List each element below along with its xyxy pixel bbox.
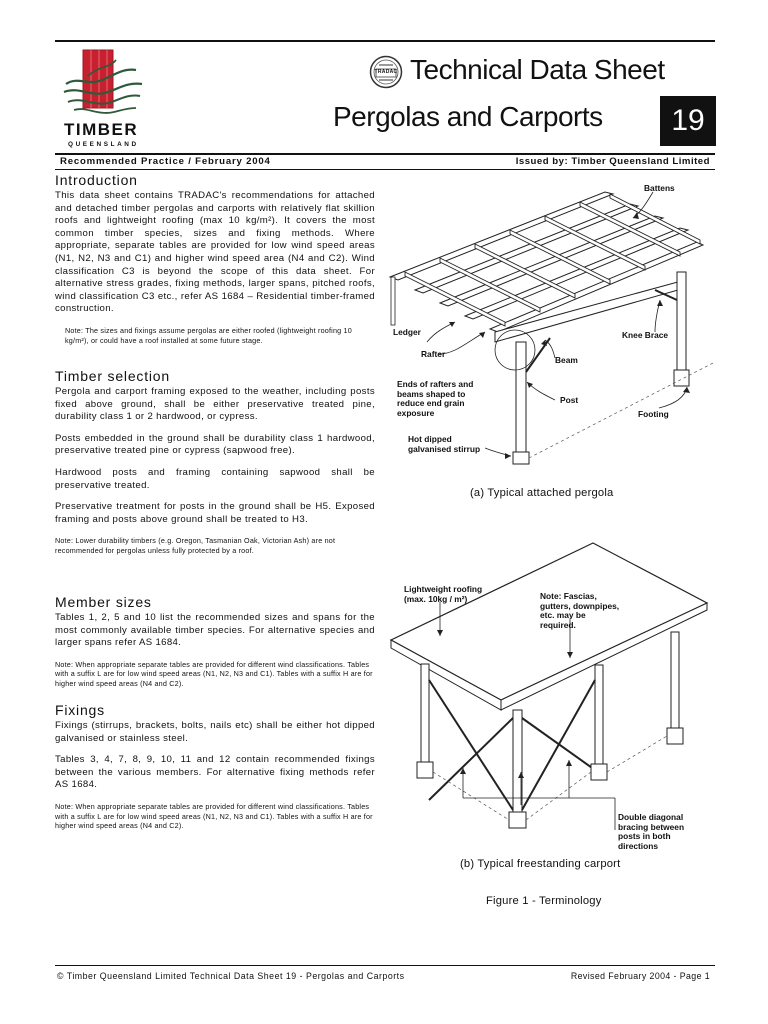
intro-heading: Introduction bbox=[55, 172, 138, 188]
fixings-p1: Fixings (stirrups, brackets, bolts, nails etc) shall be either hot dipped galvanised or stainless steel. bbox=[55, 720, 375, 744]
logo-sub: QUEENSLAND bbox=[68, 141, 139, 148]
figure-title: Figure 1 - Terminology bbox=[486, 895, 602, 907]
badge-text: TRADAC bbox=[374, 69, 398, 75]
label-ledger: Ledger bbox=[393, 327, 421, 337]
fixings-note: Note: When appropriate separate tables are provided for different wind classifications. Tables with a suffix L are for low wind speed areas (N1, N2, N3 and C1). Tables with a suffix H are for higher wind speed areas (N4 and C2). bbox=[55, 801, 373, 831]
label-knee-brace: Knee Brace bbox=[622, 330, 669, 340]
sheet-number-box bbox=[660, 96, 716, 146]
timber-p4: Preservative treatment for posts in the ground shall be H5. Exposed framing and posts above ground shall be treated to H3. bbox=[55, 501, 375, 525]
caption-b: (b) Typical freestanding carport bbox=[460, 858, 621, 870]
subheader-rule bbox=[55, 169, 715, 170]
footer-left: © Timber Queensland Limited Technical Data Sheet 19 - Pergolas and Carports bbox=[57, 971, 405, 981]
fixings-section bbox=[55, 702, 375, 831]
timber-queensland-logo bbox=[58, 46, 148, 154]
page-subtitle: Pergolas and Carports bbox=[333, 101, 603, 132]
intro-note: Note: The sizes and fixings assume pergolas are either roofed (lightweight roofing 10 kg/m²), or could have a roof installed at some future stage. bbox=[65, 325, 352, 345]
logo-word: TIMBER bbox=[64, 120, 139, 139]
recommended-practice: Recommended Practice / February 2004 bbox=[60, 156, 271, 167]
fixings-heading: Fixings bbox=[55, 702, 105, 718]
label-note: Note: Fascias, gutters, downpipes, etc. may be required. bbox=[540, 591, 620, 630]
intro-section bbox=[55, 172, 375, 345]
caption-a: (a) Typical attached pergola bbox=[470, 487, 614, 499]
timber-p1: Pergola and carport framing exposed to the weather, including posts fixed above ground, shall be either preservative treated pine, durability class 1 or 2 hardwood, or cypress. bbox=[55, 386, 375, 423]
timber-heading: Timber selection bbox=[55, 368, 170, 384]
label-ends: Ends of rafters and beams shaped to reduce end grain exposure bbox=[397, 379, 474, 418]
attached-pergola-figure bbox=[385, 172, 715, 472]
label-stirrup: Hot dipped galvanised stirrup bbox=[408, 434, 481, 454]
members-section bbox=[55, 594, 375, 689]
label-bracing: Double diagonal bracing between posts in both directions bbox=[618, 812, 685, 851]
timber-p3: Hardwood posts and framing containing sapwood shall be preservative treated. bbox=[55, 466, 375, 491]
label-battens: Battens bbox=[644, 183, 675, 193]
members-heading: Member sizes bbox=[55, 594, 152, 610]
label-beam: Beam bbox=[555, 355, 578, 365]
issued-by: Issued by: Timber Queensland Limited bbox=[515, 156, 710, 167]
top-rule bbox=[55, 40, 715, 42]
members-note: Note: When appropriate separate tables are provided for different wind classifications. Tables with a suffix L are for low wind speed areas (N1, N2, N3 and C1). Tables with a suffix H are for higher wind speed areas (N4 and C2). bbox=[55, 659, 373, 688]
label-rafter: Rafter bbox=[421, 349, 446, 359]
label-footing: Footing bbox=[638, 409, 669, 419]
page-title: Technical Data Sheet bbox=[410, 54, 665, 85]
tradac-badge bbox=[369, 55, 403, 89]
timber-section bbox=[55, 368, 375, 556]
sheet-number: 19 bbox=[671, 104, 705, 137]
label-roofing: Lightweight roofing (max. 10kg / m²) bbox=[404, 584, 483, 604]
timber-note: Note: Lower durability timbers (e.g. Oregon, Tasmanian Oak, Victorian Ash) are not recommended for pergolas unless fully protected by a roof. bbox=[55, 536, 336, 555]
footer-right: Revised February 2004 - Page 1 bbox=[570, 971, 710, 981]
timber-p2: Posts embedded in the ground shall be durability class 1 hardwood, preservative treated pine or cypress (sapwood free). bbox=[55, 432, 375, 457]
intro-body: This data sheet contains TRADAC's recommendations for attached and detached timber pergolas and carports with relatively flat skillion roofs and lightweight roofing (max 10 kg/m²). It covers the most common timber species, sizes and fixing methods. Where appropriate, separate tables are provided for low wind speed areas (N1, N2, N3 and C1) and higher wind speed area (N4 and C2). Wind classification C3 is beyond the scope of this data sheet. For alternative stress grades, fixing methods, larger spans, pitched roofs, wind classification C3 etc., refer AS 1684 – Residential timber-framed construction. bbox=[55, 190, 375, 315]
logo-mark-icon bbox=[58, 46, 148, 120]
fixings-p2: Tables 3, 4, 7, 8, 9, 10, 11 and 12 contain recommended fixings between the various members. For alternative fixing methods refer AS 1684. bbox=[55, 754, 375, 791]
label-post: Post bbox=[560, 395, 579, 405]
members-body: Tables 1, 2, 5 and 10 list the recommended sizes and spans for the most commonly available timber species. For alternative species and larger spans refer AS 1684. bbox=[55, 612, 375, 649]
header-rule bbox=[55, 153, 715, 155]
footer-rule bbox=[55, 965, 715, 966]
